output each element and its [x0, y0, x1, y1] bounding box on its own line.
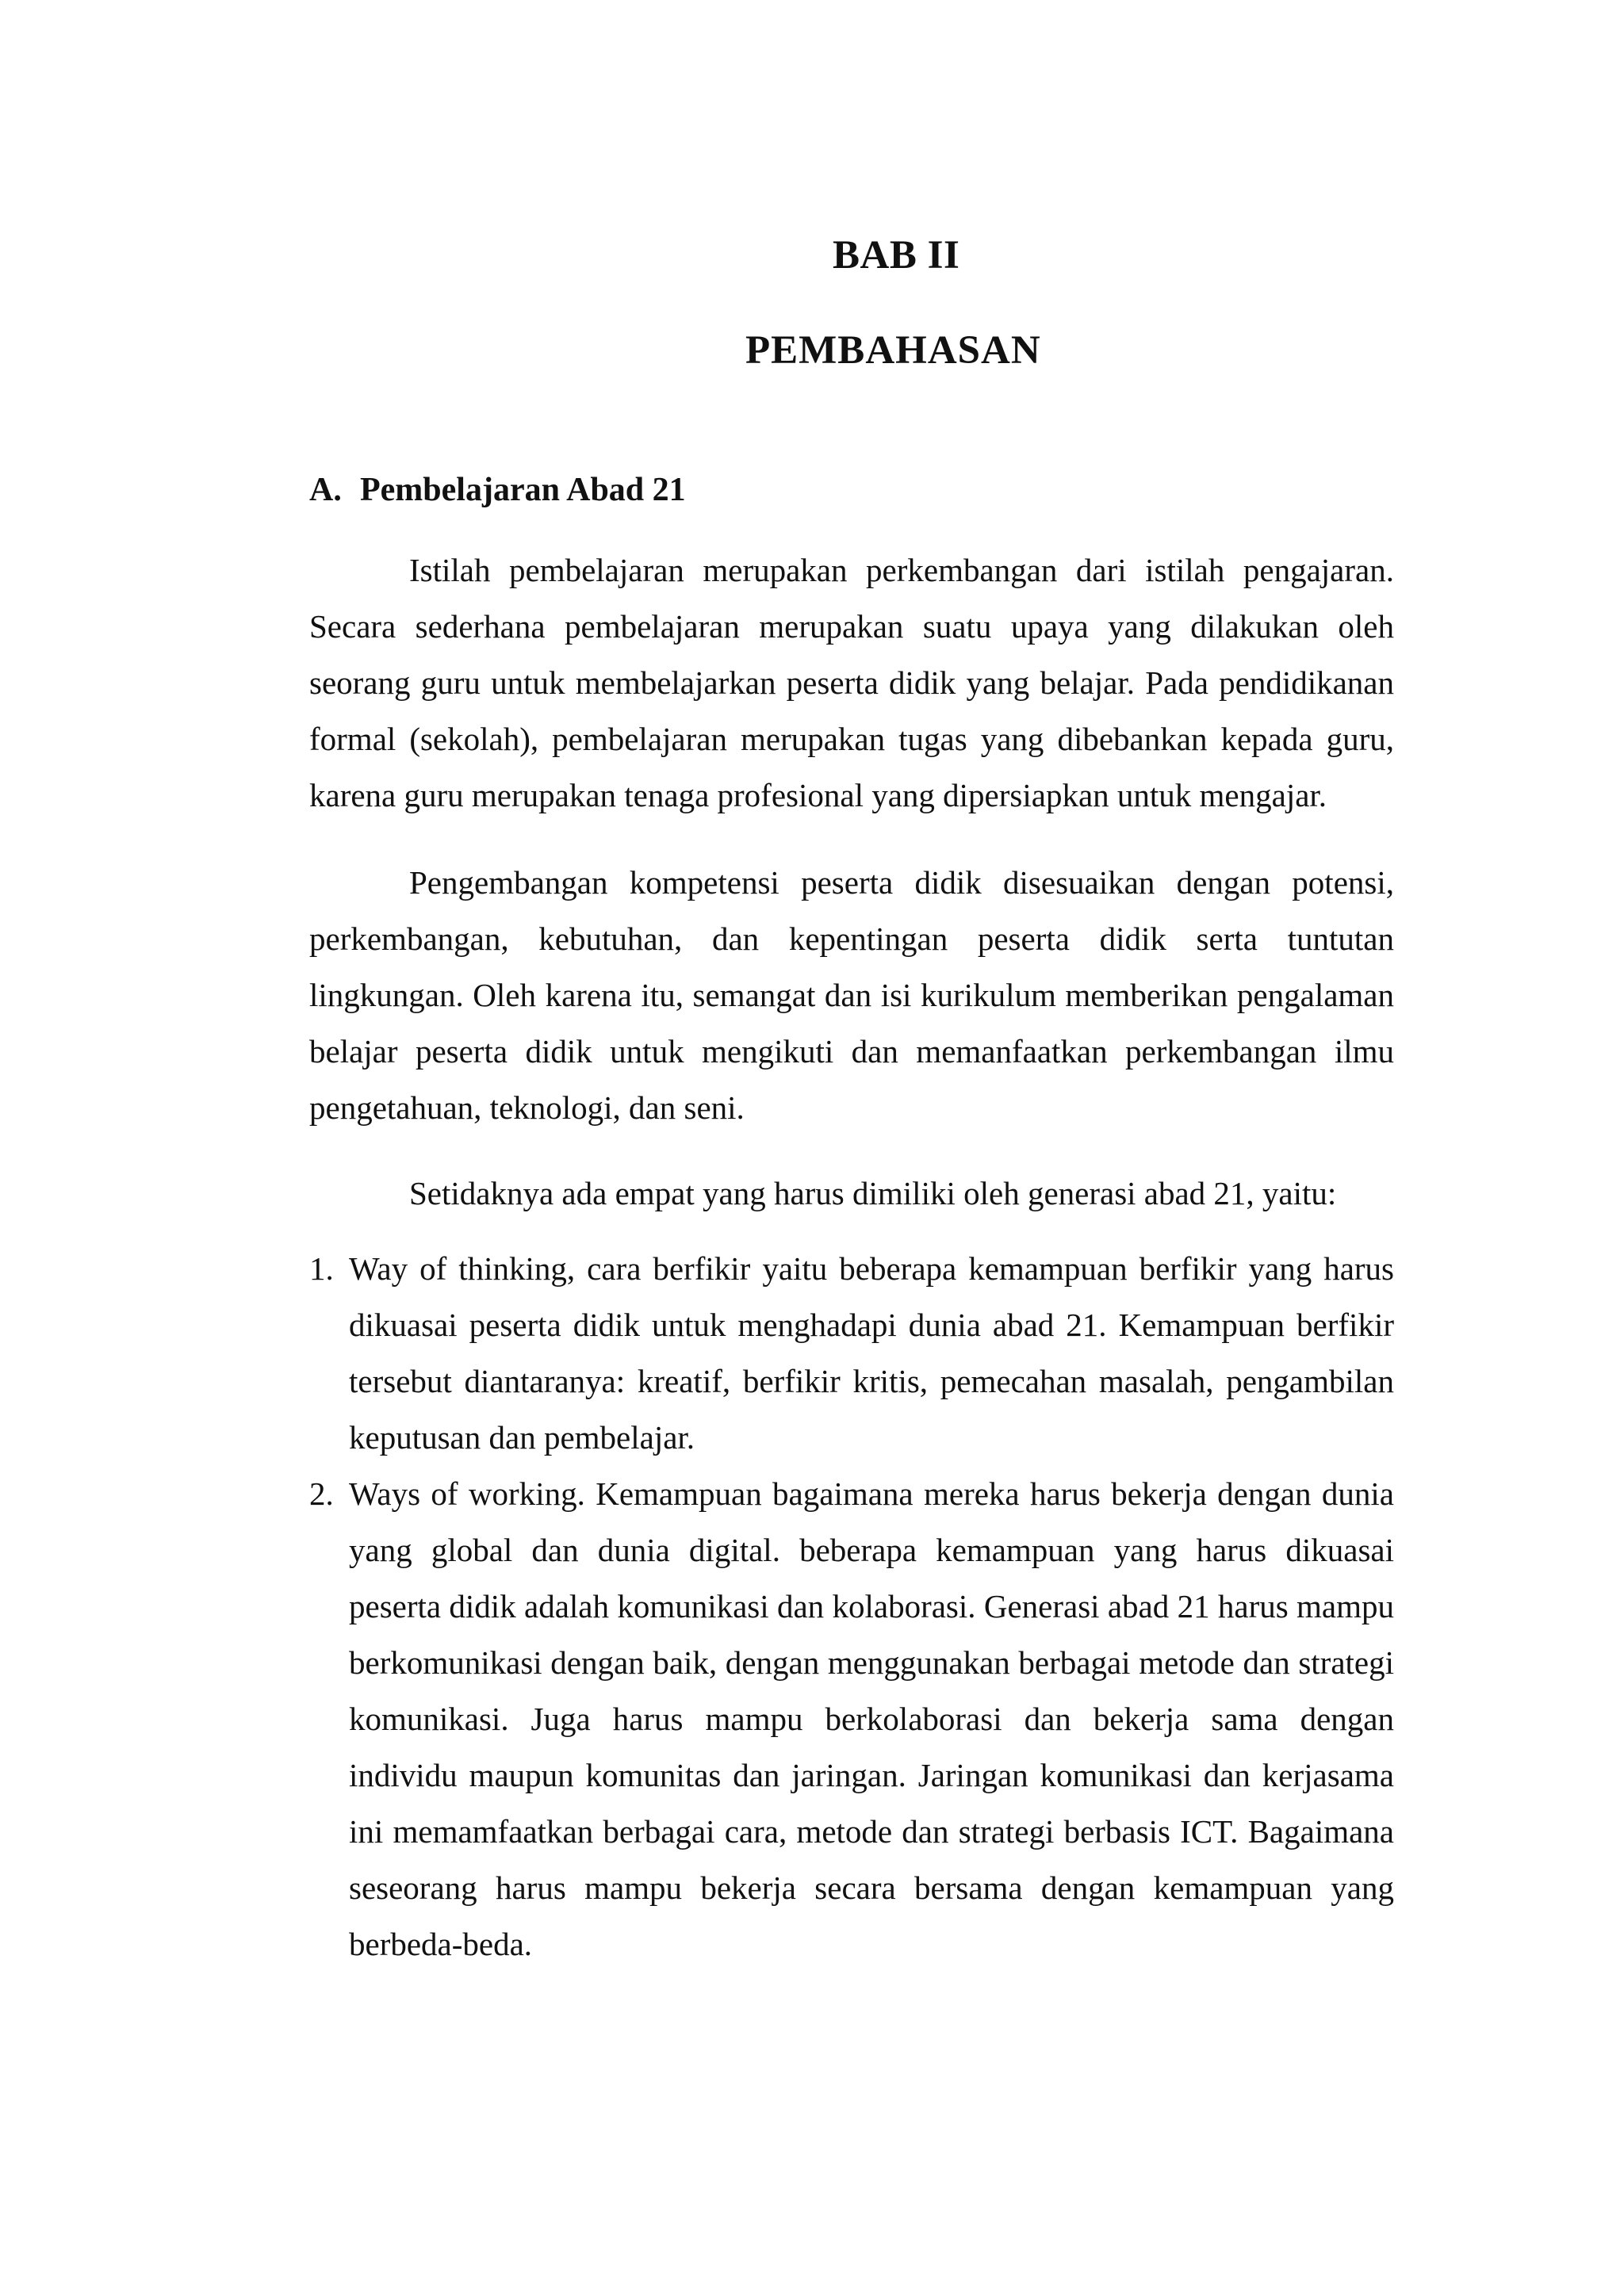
- list-item: [309, 1466, 1394, 1973]
- section-letter: A.: [309, 472, 342, 508]
- list-item-number: 2.: [309, 1475, 334, 1512]
- list-intro: Setidaknya ada empat yang harus dimiliki oleh generasi abad 21, yaitu:: [409, 1175, 1337, 1211]
- section-title: Pembelajaran Abad 21: [360, 472, 686, 508]
- paragraph-1: Istilah pembelajaran merupakan perkembangan dari istilah pengajaran. Secara sederhana pembelajaran merupakan suatu upaya yang dilakukan oleh seorang guru untuk membelajarkan peserta didik yang belajar. Pada pendidikanan formal (sekolah), pembelajaran merupakan tugas yang dibebankan kepada guru, karena guru merupakan tenaga profesional yang dipersiapkan untuk mengajar.: [309, 552, 1394, 813]
- chapter-number: BAB II: [833, 233, 960, 277]
- section-heading: [309, 469, 785, 511]
- list-item-number: 1.: [309, 1250, 334, 1287]
- chapter-title: PEMBAHASAN: [745, 328, 1041, 373]
- list-item-text: Ways of working. Kemampuan bagaimana mereka harus bekerja dengan dunia yang global dan dunia digital. beberapa kemampuan yang harus dikuasai peserta didik adalah komunikasi dan kolaborasi. Generasi abad 21 harus mampu berkomunikasi dengan baik, dengan menggunakan berbagai metode dan strategi komunikasi. Juga harus mampu berkolaborasi dan bekerja sama dengan individu maupun komunitas dan jaringan. Jaringan komunikasi dan kerjasama ini memamfaatkan berbagai cara, metode dan strategi berbasis ICT. Bagaimana seseorang harus mampu bekerja secara bersama dengan kemampuan yang berbeda-beda.: [349, 1475, 1394, 1962]
- numbered-list: [309, 1241, 1394, 1973]
- list-item: [309, 1241, 1394, 1466]
- paragraph-2: Pengembangan kompetensi peserta didik disesuaikan dengan potensi, perkembangan, kebutuhan, dan kepentingan peserta didik serta tuntutan lingkungan. Oleh karena itu, semangat dan isi kurikulum memberikan pengalaman belajar peserta didik untuk mengikuti dan memanfaatkan perkembangan ilmu pengetahuan, teknologi, dan seni.: [309, 864, 1394, 1126]
- list-item-text: Way of thinking, cara berfikir yaitu beberapa kemampuan berfikir yang harus dikuasai peserta didik untuk menghadapi dunia abad 21. Kemampuan berfikir tersebut diantaranya: kreatif, berfikir kritis, pemecahan masalah, pengambilan keputusan dan pembelajar.: [349, 1250, 1394, 1456]
